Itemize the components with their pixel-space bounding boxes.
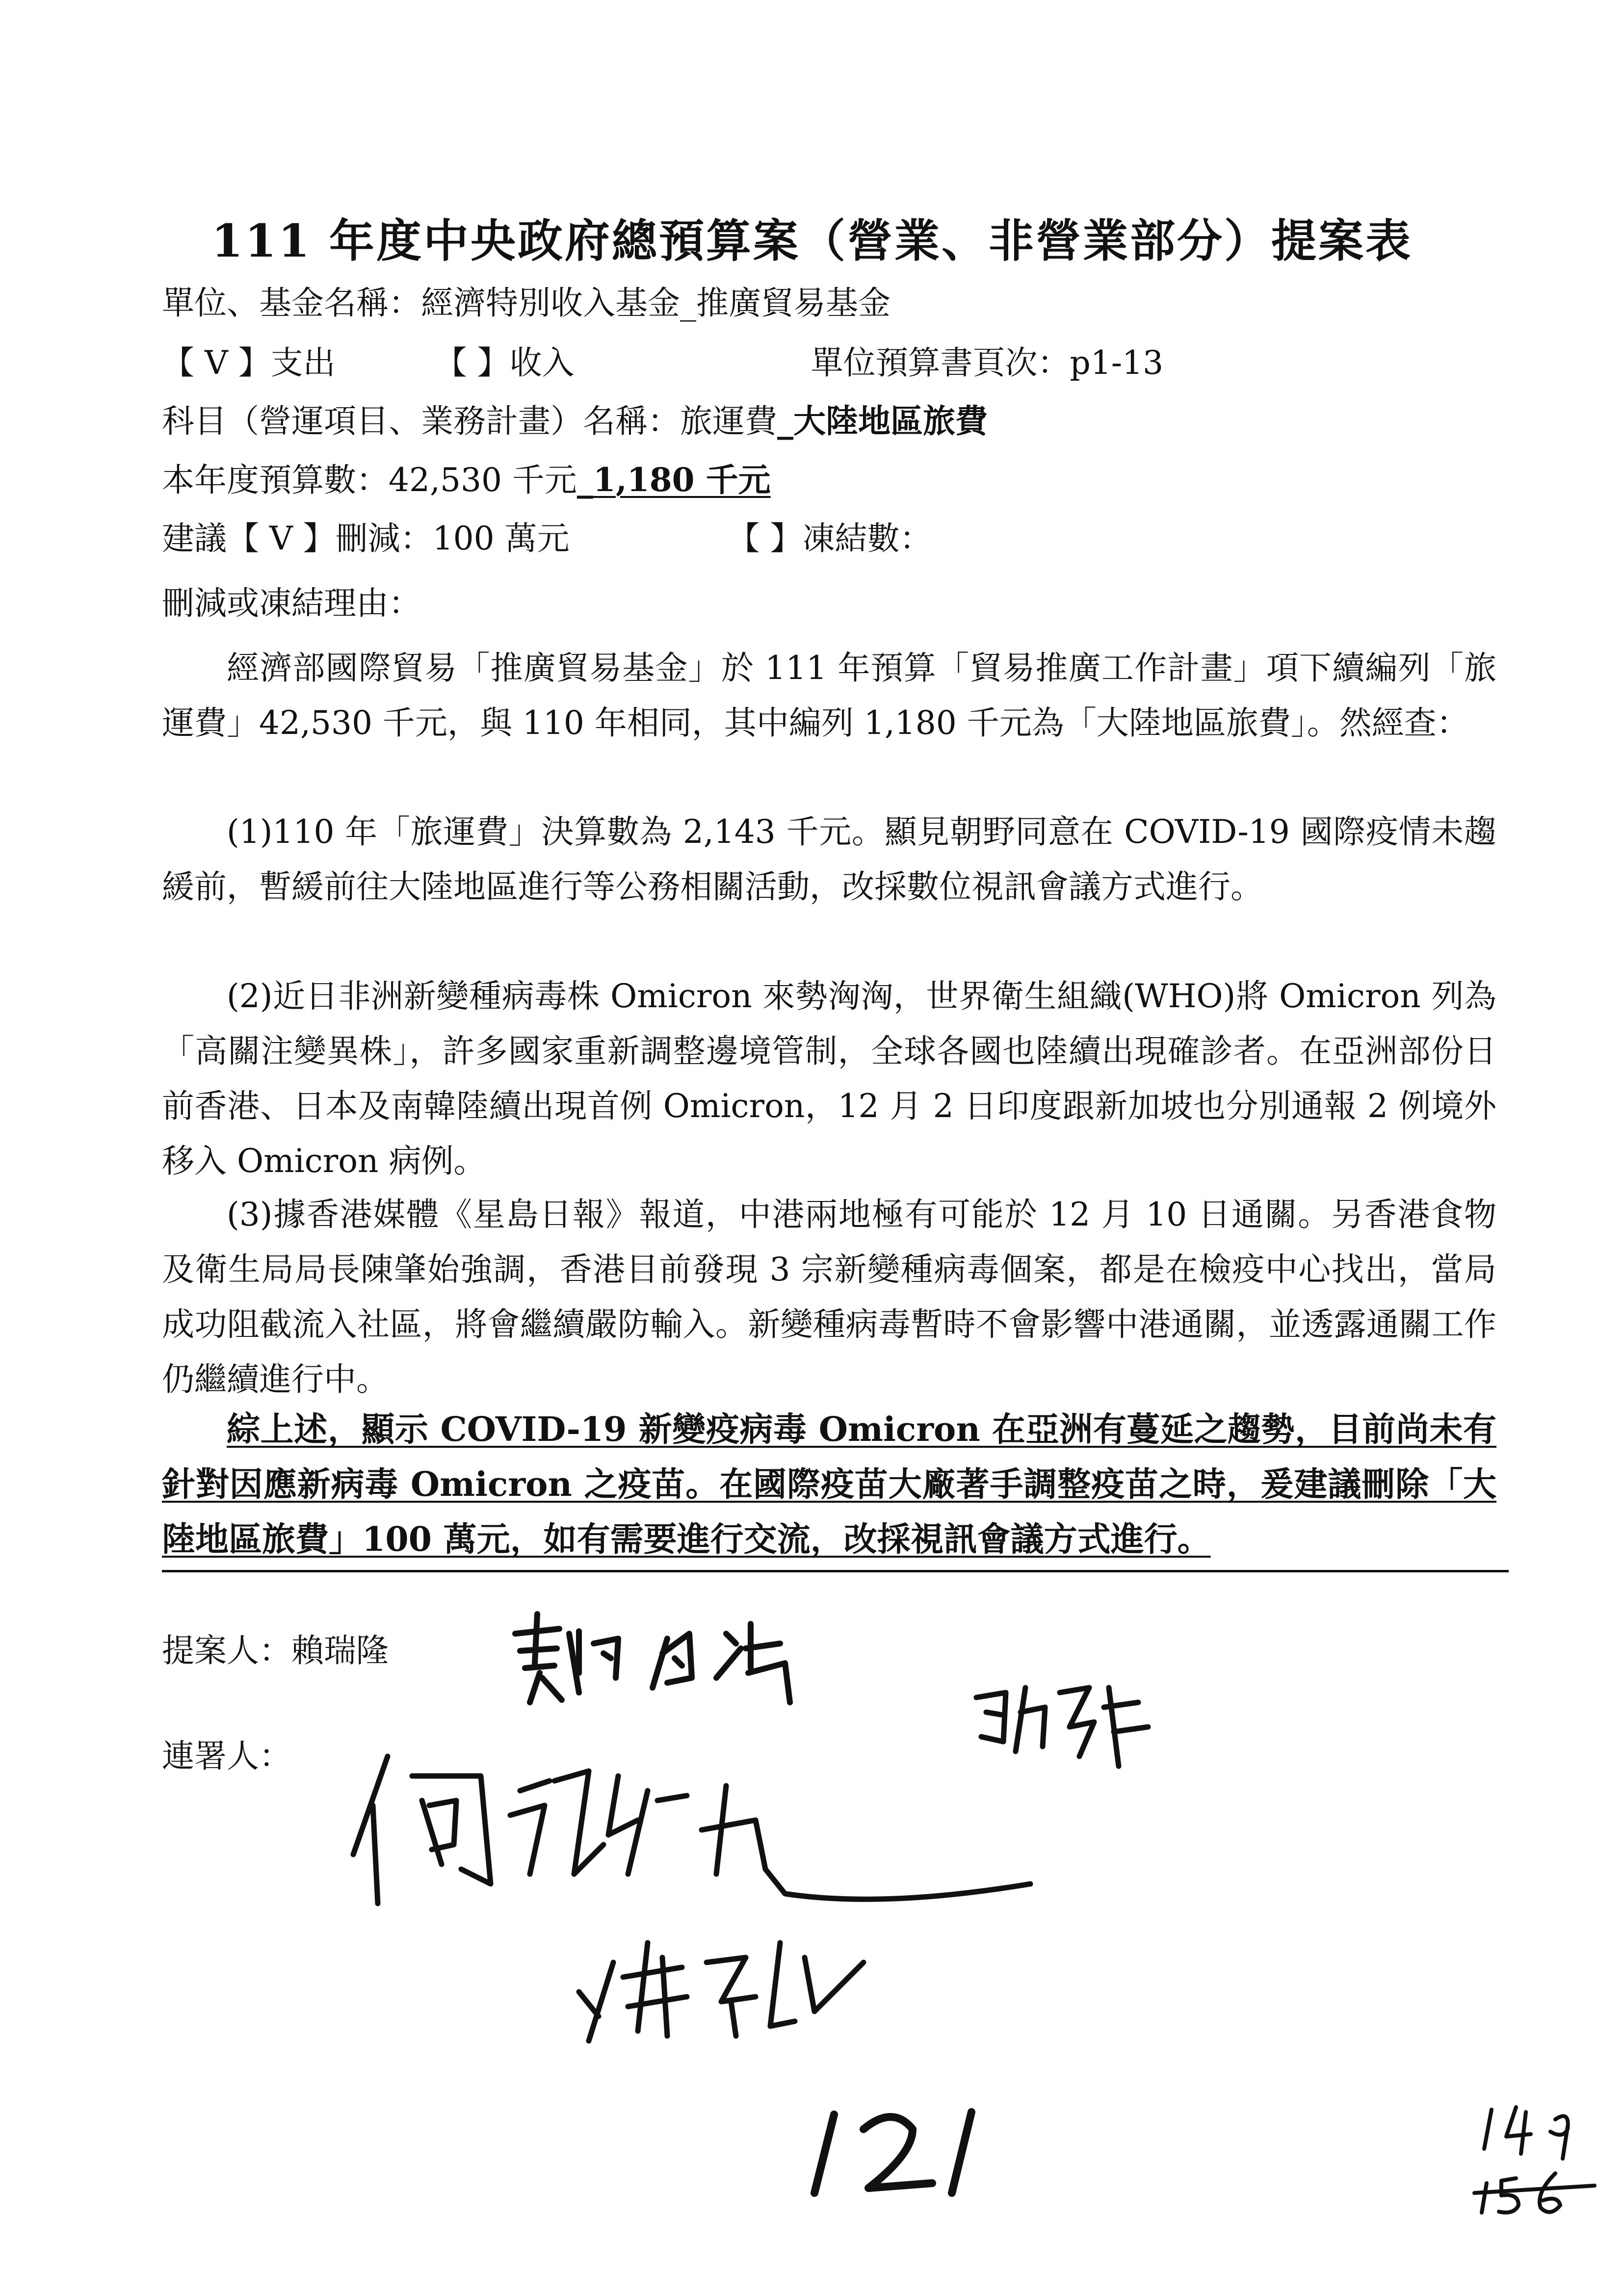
handwritten-corner-numbers xyxy=(1472,2100,1599,2218)
budget-line xyxy=(162,460,771,500)
income-checkbox-label: 【 】收入 xyxy=(434,344,575,382)
freeze-amount: 【 】凍結數： xyxy=(727,520,932,557)
reason-paragraph-1: (1)110 年「旅運費」決算數為 2,143 千元。顯見朝野同意在 COVID-19 國際疫情未趨緩前，暫緩前往大陸地區進行等公務相關活動，改採數位視訊會議方式進行。 xyxy=(162,813,1496,906)
conclusion-rule xyxy=(162,1570,1509,1572)
reason-paragraph-2: (2)近日非洲新變種病毒株 Omicron 來勢洶洶，世界衛生組織(WHO)將 Omicron 列為「高關注變異株」，許多國家重新調整邊境管制，全球各國也陸續出現確診者。在亞洲部份日前香港、日本及南韓陸續出現首例 Omicron，12 月 2 日印度跟新加坡也分別通報 2 例境外移入 Omicron 病例。 xyxy=(162,977,1496,1180)
unit-fund-name: 單位、基金名稱：經濟特別收入基金_推廣貿易基金 xyxy=(162,284,891,322)
page-title: 111 年度中央政府總預算案（營業、非營業部分）提案表 xyxy=(211,214,1413,267)
cut-amount: 建議【 V 】刪減：100 萬元 xyxy=(162,520,570,557)
proposer-label: 提案人：賴瑞隆 xyxy=(162,1632,389,1670)
handwritten-page-number xyxy=(795,2100,1001,2198)
conclusion-paragraph: 綜上述，顯示 COVID-19 新變疫病毒 Omicron 在亞洲有蔓延之趨勢，目前尚未有針對因應新病毒 Omicron 之疫苗。在國際疫苗大廠著手調整疫苗之時，爰建議刪除「大陸地區旅費」100 萬元，如有需要進行交流，改採視訊會議方式進行。 xyxy=(162,1410,1496,1559)
reason-label: 刪減或凍結理由： xyxy=(162,584,421,622)
subject-line xyxy=(162,401,988,441)
budget-prefix: 本年度預算數：42,530 千元 xyxy=(162,461,577,499)
cosigner-label: 連署人： xyxy=(162,1737,291,1775)
proposer-signature-icon xyxy=(505,1604,800,1712)
subject-emphasis: _大陸地區旅費 xyxy=(777,402,988,440)
reason-paragraph-intro: 經濟部國際貿易「推廣貿易基金」於 111 年預算「貿易推廣工作計畫」項下續編列「旅運費」42,530 千元，與 110 年相同，其中編列 1,180 千元為「大陸地區旅費」。然經查： xyxy=(162,649,1496,742)
type-line xyxy=(162,343,1163,383)
proposal-line xyxy=(162,519,932,558)
subject-prefix: 科目（營運項目、業務計畫）名稱：旅運費 xyxy=(162,402,777,440)
cosigner-signature-2-icon xyxy=(962,1668,1168,1776)
budget-emphasis: _1,180 千元 xyxy=(576,461,771,499)
cosigner-signature-3-icon xyxy=(569,1913,883,2051)
expense-checkbox-label: 【 V 】支出 xyxy=(162,344,336,382)
budget-page-reference: 單位預算書頁次：p1-13 xyxy=(811,344,1164,382)
reason-paragraph-3: (3)據香港媒體《星島日報》報道，中港兩地極有可能於 12 月 10 日通關。另香港食物及衛生局局長陳肇始強調，香港目前發現 3 宗新變種病毒個案，都是在檢疫中心找出，當局成功阻截流入社區，將會繼續嚴防輸入。新變種病毒暫時不會影響中港通關，並透露通關工作仍繼續進行中。 xyxy=(162,1196,1496,1398)
